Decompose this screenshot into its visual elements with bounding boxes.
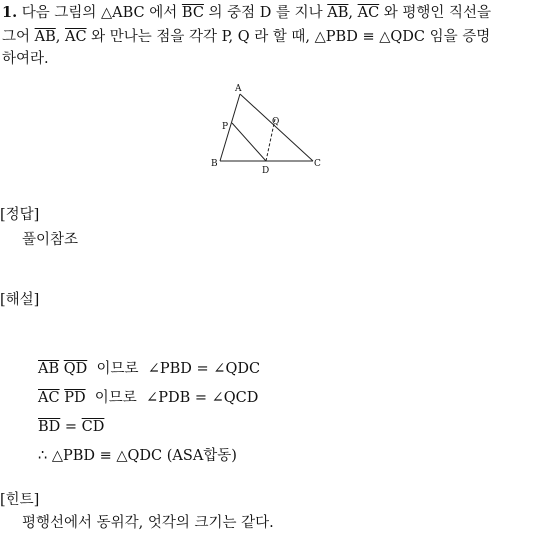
proof-connector: 이므로 <box>87 361 148 377</box>
segment-bc: $\overline{BC}$ <box>181 5 204 21</box>
segment-ab: $\overline{AB}$ <box>327 5 349 21</box>
hint-text: 평행선에서 동위각, 엇각의 크기는 같다. <box>22 515 274 531</box>
angle-equality: ∠PBD = ∠QDC <box>147 361 261 377</box>
segment-ac: $\overline{AC}$ <box>357 5 380 21</box>
problem-text: 의 중점 D 를 지나 <box>203 5 328 21</box>
label-d: D <box>262 166 270 176</box>
segment-bd: $\overline{BD}$ <box>38 419 61 435</box>
explanation-header: [해설] <box>0 292 40 308</box>
problem-line-3 <box>2 52 49 67</box>
side-ab <box>220 94 240 161</box>
angle-equality: ∠PDB = ∠QCD <box>146 390 259 406</box>
equals-sign: = <box>60 419 82 435</box>
proof-row-4: ∴ △PBD ≡ △QDC (ASA합동) <box>38 448 237 464</box>
problem-text: 하여라. <box>2 51 49 67</box>
label-c: C <box>314 159 321 169</box>
segment-pd: $\overline{PD}$ <box>64 390 86 406</box>
segment-ac: $\overline{AC}$ <box>38 390 60 406</box>
problem-text: 와 평행인 직선을 <box>379 5 492 21</box>
label-b: B <box>211 159 218 169</box>
label-p: P <box>222 122 229 132</box>
problem-number: 1. <box>2 4 18 21</box>
label-a: A <box>235 84 242 94</box>
proof-row-2 <box>38 391 258 406</box>
proof-row-1 <box>38 362 260 377</box>
label-q: Q <box>272 117 280 127</box>
segment-qd: $\overline{QD}$ <box>63 361 88 377</box>
side-ac <box>240 94 313 161</box>
segment-ab: $\overline{AB}$ <box>34 29 56 45</box>
answer-header: [정답] <box>0 207 40 223</box>
segment-pd <box>232 123 266 161</box>
problem-text: 다음 그림의 △ABC 에서 <box>21 5 182 21</box>
problem-text: 그어 <box>2 29 35 45</box>
problem-text: 와 만나는 점을 각각 P, Q 라 할 때, △PBD ≡ △QDC 임을 증명 <box>86 29 491 45</box>
problem-line-2 <box>2 30 490 45</box>
segment-cd: $\overline{CD}$ <box>81 419 105 435</box>
problem-text: , <box>348 5 358 21</box>
segment-ac: $\overline{AC}$ <box>64 29 87 45</box>
segment-qd <box>266 119 275 161</box>
problem-text: , <box>55 29 65 45</box>
segment-ab: $\overline{AB}$ <box>38 361 60 377</box>
proof-row-3 <box>38 420 104 435</box>
problem-line-1 <box>2 6 491 21</box>
answer-text: 풀이참조 <box>22 232 79 248</box>
proof-connector: 이므로 <box>85 390 147 406</box>
hint-header: [힌트] <box>0 492 40 508</box>
